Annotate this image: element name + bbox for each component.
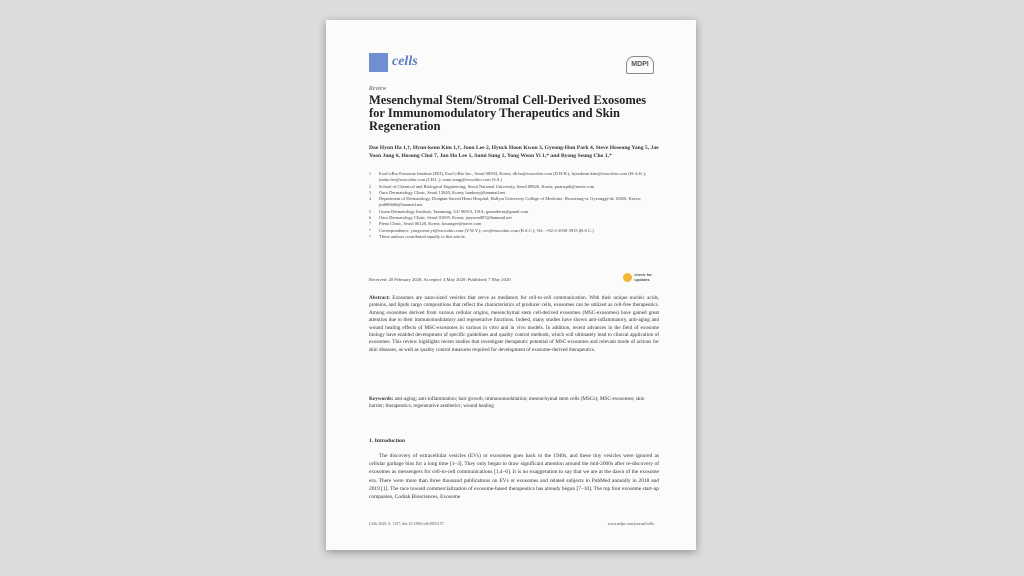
affiliation-text: Piena Clinic, Seoul 06120, Korea; hosungee@naver.com [379,221,482,227]
affiliation-number: 1 [369,171,371,176]
affiliation-text: Oaro Dermatology Clinic, Seoul 01695, Korea; jaeyoon007@hanmail.net [379,215,512,221]
affiliation-number: 6 [369,215,371,221]
affiliations [369,171,669,240]
affiliation-text: Guam Dermatology Institute, Tamuning, GU 96913, USA; guamderm@gmail.com [379,208,529,214]
check-updates-icon [623,273,632,282]
affiliation-number: * [369,227,371,233]
affiliation-number: 2 [369,183,371,189]
keywords [369,396,659,410]
keywords-label: Keywords: [369,396,394,402]
affiliation-item [369,234,669,240]
abstract [369,295,659,354]
publisher-logo: MDPI [626,56,654,74]
affiliation-number: 4 [369,196,371,202]
check-for-updates-badge[interactable] [623,273,652,282]
paper-page [326,20,696,550]
affiliation-text: Oaro Dermatology Clinic, Seoul 13620, Korea; banbury@hanmail.net [379,189,506,195]
affiliation-number: 5 [369,208,371,214]
journal-logo-icon [369,53,388,72]
intro-paragraph: The discovery of extracellular vesicles (EVs) or exosomes goes back to the 1940s, and these tiny vesicles were ignored as cellular garbage bins for a long time [1–3]. They only began to draw significant attention around the mid-2000s after re-discovery of exosomes as messengers for cell-to-cell communications [1,4–6]. It is no exaggeration to say that we are at the dawn of the exosome era. There were more than three thousand publications on EVs or exosomes and related subjects in PubMed annually in 2018 and 2019 [1]. The race toward commercialization of exosome-based therapeutics has already begun [7–10]. The top four exosome start-up companies, Codiak Biosciences, Exosome [369,453,659,501]
footer-citation: Cells 2020, 9, 1157; doi:10.3390/cells9051157 [369,521,444,526]
section-heading: 1. Introduction [369,438,405,444]
affiliation-text: ExoCoBio Exosome Institute (EEI), ExoCoBio Inc., Seoul 08594, Korea; dh.ha@exocobio.com (D.H.H.); hyunkeun.kim@exocobio.com (H.-k.K.); junho.lee@exocobio.com (J.H.L.); sumi.sung@exocobio.com (S.S.) [379,171,646,183]
affiliation-item [369,171,669,184]
check-updates-line1: check for [634,272,652,277]
affiliation-item [369,196,669,209]
affiliation-text: Department of Dermatology, Dongtan Sacred Heart Hospital, Hallym University College of Medicine, Hwaseong-si, Gyeonggi-do 18450, Korea; jin666666@hanmail.net [379,196,641,208]
abstract-label: Abstract: [369,295,391,301]
article-type: Review [369,86,387,92]
check-updates-line2: updates [634,276,650,282]
author-list: Dae Hyun Ha 1,†, Hyun-keun Kim 1,†, Joon Lee 2, Hyuck Hoon Kwon 3, Gyeong-Hun Park 4, Steve Hoseong Yang 5, Jae Yoon Jung 6, Hosung Choi 7, Jun Ho Lee 1, Sumi Sung 1, Yong Weon Yi 1,* and Byong Seung Cho 1,* [369,145,659,160]
abstract-text: Exosomes are nano-sized vesicles that serve as mediators for cell-to-cell communication. With their unique nucleic acids, proteins, and lipids cargo compositions that reflect the characteristics of producer cells, exosomes can be utilized as cell-free therapeutics. Among exosomes derived from various cellular origins, mesenchymal stem cell-derived exosomes (MSC-exosomes) have gained great attention due to their immunomodulatory and regenerative functions. Indeed, many studies have shown anti-inflammatory, anti-aging and wound healing effects of MSC-exosomes in various in vitro and in vivo models. In addition, recent advances in the field of exosome biology have enabled development of specific guidelines and quality control methods, which will ultimately lead to clinical application of exosomes. This review highlights recent studies that investigate therapeutic potential of MSC-exosomes and relevant mode of actions for skin diseases, as well as quality control measures required for development of exosome-derived therapeutics. [369,295,659,353]
footer-url[interactable]: www.mdpi.com/journal/cells [607,521,654,526]
journal-name: cells [392,54,418,69]
affiliation-text: School of Chemical and Biological Engineering, Seoul National University, Seoul 08826, Korea; puarsqull@naver.com [379,183,595,189]
affiliation-text: Correspondence: yongweon.yi@exocobio.com (Y.W.Y.); ceo@exocobio.com (B.S.C.); Tel.: +82-2-2038-3915 (B.S.C.) [379,227,594,233]
keywords-text: anti-aging; anti-inflammation; hair growth; immunomodulation; mesenchymal stem cells (MSCs); MSC-exosomes; skin barrier; therapeutics; regenerative aesthetics; wound healing [369,396,645,410]
publication-dates: Received: 20 February 2020; Accepted: 4 May 2020; Published: 7 May 2020 [369,277,511,282]
affiliation-text: These authors contributed equally to this article. [379,233,466,239]
affiliation-number: † [369,233,371,239]
paper-title: Mesenchymal Stem/Stromal Cell-Derived Exosomes for Immunomodulatory Therapeutics and Skin Regeneration [369,93,647,133]
affiliation-number: 7 [369,221,371,227]
affiliation-number: 3 [369,189,371,195]
